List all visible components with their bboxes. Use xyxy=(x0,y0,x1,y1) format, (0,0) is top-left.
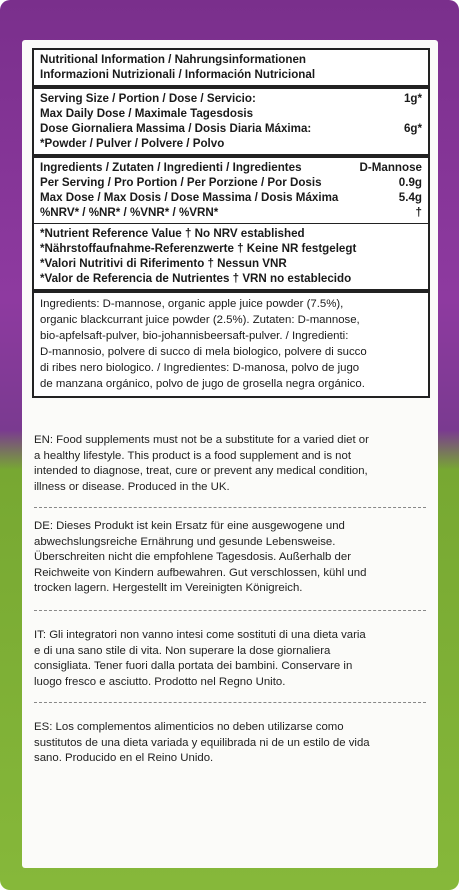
divider xyxy=(34,702,426,703)
divider xyxy=(34,610,426,611)
ingredients-line: Ingredients: D-mannose, organic apple juice powder (7.5%), xyxy=(40,298,344,310)
warning-line: sano. Producido en el Reino Unido. xyxy=(34,752,214,765)
nrv-note-de: *Nährstoffaufnahme-Referenzwerte † Keine NR festgelegt xyxy=(40,242,357,255)
nutrition-title: Nutritional Information / Nahrungsinformationen xyxy=(40,53,307,66)
warning-line: a healthy lifestyle. This product is a food supplement and is not xyxy=(34,449,352,462)
nrv-value: † xyxy=(415,206,422,219)
max-dose-label: Max Dose / Max Dosis / Dose Massima / Dosis Máxima xyxy=(40,191,339,204)
warning-en xyxy=(34,433,426,495)
warning-de xyxy=(34,519,426,597)
warning-line: intended to diagnose, treat, cure or prevent any medical condition, xyxy=(34,465,368,478)
warning-es xyxy=(34,720,426,767)
max-daily-dose-label-2: Dose Giornaliera Massima / Dosis Diaria Máxima: xyxy=(40,122,312,135)
warning-line: Überschreiten nicht die empfohlene Tagesdosis. Außerhalb der xyxy=(34,551,352,564)
warning-it xyxy=(34,628,426,690)
warning-line: sustitutos de una dieta variada y equilibrada ni de un estilo de vida xyxy=(34,736,370,749)
divider xyxy=(34,507,426,508)
nrv-label: %NRV* / %NR* / %VNR* / %VRN* xyxy=(40,206,219,219)
ingredients-line: bio-apfelsaft-pulver, bio-johannisbeersaft-pulver. / Ingredienti: xyxy=(40,330,349,342)
per-serving-row xyxy=(40,175,422,190)
ingredients-header-label: Ingredients / Zutaten / Ingredienti / Ingredientes xyxy=(40,161,302,174)
nrv-row xyxy=(40,205,422,220)
max-daily-dose-label: Max Daily Dose / Maximale Tagesdosis xyxy=(40,107,254,120)
warning-line: illness or disease. Produced in the UK. xyxy=(34,480,230,493)
warning-line: EN: Food supplements must not be a substitute for a varied diet or xyxy=(34,434,369,446)
warning-line: luogo fresco e asciutto. Prodotto nel Regno Unito. xyxy=(34,675,286,688)
serving-size-value: 1g* xyxy=(403,92,422,105)
max-daily-dose-value: 6g* xyxy=(403,122,422,135)
warning-line: IT: Gli integratori non vanno intesi come sostituti di una dieta varia xyxy=(34,629,366,641)
ingredients-header-value: D-Mannose xyxy=(359,161,422,174)
warning-line: trocken lagern. Hergestellt im Vereinigten Königreich. xyxy=(34,582,303,595)
serving-size-label: Serving Size / Portion / Dose / Servicio: xyxy=(40,92,256,105)
max-dose-value: 5.4g xyxy=(398,191,422,204)
ingredients-line: de manzana orgánico, polvo de jugo de grosella negra orgánico. xyxy=(40,378,365,390)
warning-line: DE: Dieses Produkt ist kein Ersatz für eine ausgewogene und xyxy=(34,520,345,532)
max-dose-row xyxy=(40,190,422,205)
per-serving-value: 0.9g xyxy=(398,176,422,189)
nutrition-table xyxy=(32,48,430,398)
max-daily-dose-row xyxy=(40,121,422,136)
warning-line: consigliata. Tener fuori dalla portata dei bambini. Conservare in xyxy=(34,660,353,673)
serving-size-row xyxy=(40,91,422,106)
warning-line: e di una sano stile di vita. Non superare la dose giornaliera xyxy=(34,644,331,657)
ingredients-text xyxy=(34,289,428,396)
nrv-note-es: *Valor de Referencia de Nutrientes † VRN no establecido xyxy=(40,272,352,285)
nrv-note-it: *Valori Nutritivi di Riferimento † Nessun VNR xyxy=(40,257,287,270)
ingredients-line: di ribes nero biologico. / Ingredientes: D-manosa, polvo de jugo xyxy=(40,362,360,374)
per-serving-label: Per Serving / Pro Portion / Per Porzione / Por Dosis xyxy=(40,176,322,189)
ingredients-line: organic blackcurrant juice powder (2.5%). Zutaten: D-mannose, xyxy=(40,314,360,326)
powder-note: *Powder / Pulver / Polvere / Polvo xyxy=(40,137,225,150)
warning-line: abwechslungsreiche Ernährung und gesunde Lebensweise. xyxy=(34,535,336,548)
nutrition-title-2: Informazioni Nutrizionali / Información Nutricional xyxy=(40,68,316,81)
label-panel xyxy=(22,40,438,868)
nrv-note-en: *Nutrient Reference Value † No NRV established xyxy=(40,227,305,240)
ingredients-line: D-mannosio, polvere di succo di mela biologico, polvere di succo xyxy=(40,346,367,358)
warning-line: ES: Los complementos alimenticios no deben utilizarse como xyxy=(34,721,344,733)
warning-line: Reichweite von Kindern aufbewahren. Gut verschlossen, kühl und xyxy=(34,566,367,579)
ingredients-header-row xyxy=(40,160,422,175)
